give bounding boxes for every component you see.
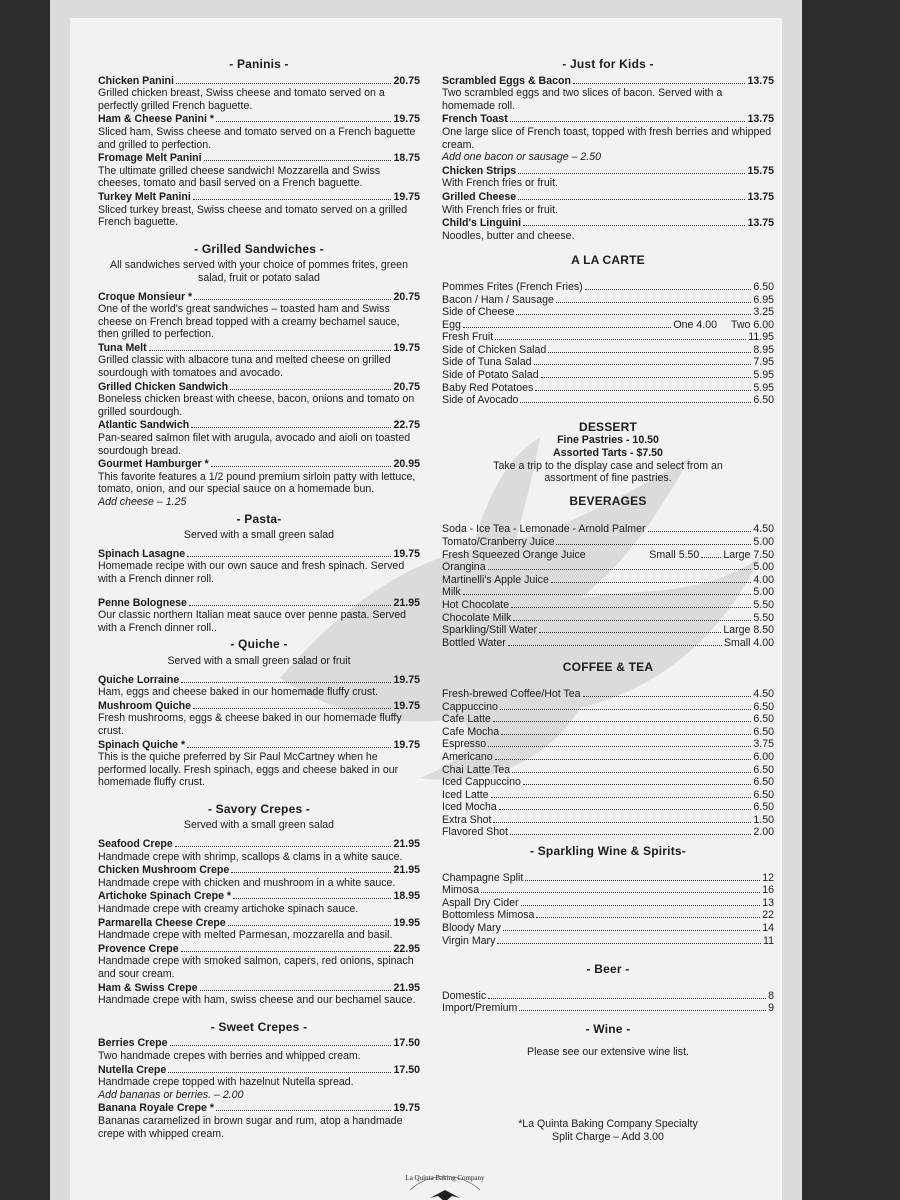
item-price: 21.95 xyxy=(393,981,420,994)
item-name: Aspall Dry Cider xyxy=(442,896,519,909)
item-description: Handmade crepe with shrimp, scallops & clams in a white sauce. xyxy=(98,850,403,863)
item-price: 19.75 xyxy=(393,190,420,203)
item-price: 9 xyxy=(768,1002,774,1015)
menu-item xyxy=(442,884,774,897)
menu-item xyxy=(98,838,420,863)
menu-item xyxy=(442,935,774,948)
item-price: 13.75 xyxy=(747,74,774,87)
item-price: 21.95 xyxy=(393,596,420,609)
item-price: 8 xyxy=(768,989,774,1002)
menu-item xyxy=(98,700,420,738)
section-title-kids: - Just for Kids - xyxy=(562,57,654,71)
menu-item xyxy=(442,637,774,650)
section-subtitle: Served with a small green salad xyxy=(183,529,335,542)
footer-split-charge: Split Charge – Add 3.00 xyxy=(552,1130,664,1143)
paninis-list xyxy=(98,75,420,229)
item-price: Large 7.50 xyxy=(723,548,774,561)
menu-item xyxy=(442,574,774,587)
item-name: Fresh Fruit xyxy=(442,331,494,344)
menu-item xyxy=(98,75,420,113)
menu-item xyxy=(442,561,774,574)
section-title-sparkling-wine-spirits: - Sparkling Wine & Spirits- xyxy=(530,844,686,859)
menu-item xyxy=(442,356,774,369)
item-description: This is the quiche preferred by Sir Paul McCartney when he performed locally. Fresh spinach, eggs and cheese baked in our homemade fluffy crust. xyxy=(98,751,399,789)
item-price: 6.50 xyxy=(753,776,774,789)
dessert-line-tarts: Assorted Tarts - $7.50 xyxy=(553,447,663,460)
item-price: 19.75 xyxy=(393,547,420,560)
item-price: 6.50 xyxy=(753,280,774,293)
item-price: 14 xyxy=(762,922,774,935)
item-price: 2.00 xyxy=(753,826,774,839)
section-subtitle: Served with a small green salad xyxy=(183,819,335,832)
item-price: 16 xyxy=(762,884,774,897)
item-name: Tomato/Cranberry Juice xyxy=(442,536,555,548)
item-price: 4.00 xyxy=(753,573,774,586)
menu-item xyxy=(442,688,774,701)
menu-item xyxy=(442,776,774,789)
section-title-grilled-sandwiches: - Grilled Sandwiches - xyxy=(194,241,324,256)
menu-item xyxy=(98,1064,420,1102)
item-price: 18.95 xyxy=(393,890,420,903)
item-price: 6.50 xyxy=(753,700,774,713)
item-name: Berries Crepe xyxy=(98,1037,168,1050)
item-price: 6.50 xyxy=(753,725,774,738)
menu-item xyxy=(442,281,774,294)
wine-note: Please see our extensive wine list. xyxy=(527,1045,689,1058)
section-title-beer: - Beer - xyxy=(586,962,630,977)
footer-specialty-note: *La Quinta Baking Company Specialty xyxy=(518,1118,698,1131)
item-price: 19.75 xyxy=(393,699,420,712)
item-description: Our classic northern Italian meat sauce over penne pasta. Served with a French dinner roll.. xyxy=(98,609,406,634)
item-description: Two handmade crepes with berries and whipped cream. xyxy=(98,1049,361,1062)
item-price: 21.95 xyxy=(393,838,420,851)
item-name: Fresh-brewed Coffee/Hot Tea xyxy=(442,687,581,700)
item-name: Atlantic Sandwich xyxy=(98,419,190,432)
item-description: Fresh mushrooms, eggs & cheese baked in our homemade fluffy crust. xyxy=(98,712,402,737)
item-price: 17.50 xyxy=(393,1063,420,1076)
item-name: Chicken Strips xyxy=(442,164,517,177)
menu-item xyxy=(442,738,774,751)
menu-item xyxy=(442,217,774,242)
menu-item xyxy=(442,990,774,1003)
menu-item xyxy=(442,801,774,814)
item-price: 6.50 xyxy=(753,763,774,776)
item-description: One of the world's great sandwiches – toasted ham and Swiss cheese on French bread topped with a creamy bechamel sauce, then grilled to perfection. xyxy=(98,303,400,341)
item-price: 5.50 xyxy=(753,611,774,624)
item-price: 17.50 xyxy=(393,1037,420,1050)
section-title-quiche: - Quiche - xyxy=(230,637,288,652)
menu-item xyxy=(98,1102,420,1140)
menu-item xyxy=(442,764,774,777)
item-description: Sliced ham, Swiss cheese and tomato served on a French baguette and grilled to perfection. xyxy=(98,125,416,151)
item-name: Turkey Melt Panini xyxy=(98,190,191,203)
item-price: 5.00 xyxy=(753,586,774,599)
menu-item xyxy=(442,382,774,395)
item-price: 20.75 xyxy=(393,74,420,87)
menu-item xyxy=(442,165,774,190)
section-title-dessert: DESSERT xyxy=(578,419,638,434)
menu-page xyxy=(70,18,782,1200)
menu-item xyxy=(98,917,420,942)
right-column xyxy=(442,58,774,1143)
menu-item xyxy=(442,789,774,802)
item-name: Iced Cappuccino xyxy=(442,776,521,789)
item-description: Handmade crepe with smoked salmon, capers, red onions, spinach and sour cream. xyxy=(98,955,414,980)
item-name: Iced Mocha xyxy=(442,801,497,814)
item-description: Homemade recipe with our own sauce and fresh spinach. Served with a French dinner roll. xyxy=(98,560,405,585)
logo-text: La Quinta Baking Company xyxy=(405,1174,485,1182)
menu-item xyxy=(98,864,420,889)
menu-item xyxy=(98,458,420,508)
menu-item xyxy=(442,922,774,935)
item-name: Import/Premium xyxy=(442,1002,518,1015)
item-name: Scrambled Eggs & Bacon xyxy=(442,74,571,87)
menu-item xyxy=(442,331,774,344)
item-price: 1.50 xyxy=(753,813,774,826)
menu-item xyxy=(98,548,420,586)
item-name: Ham & Swiss Crepe xyxy=(98,981,198,994)
item-name: Banana Royale Crepe * xyxy=(98,1102,214,1115)
item-name: Grilled Cheese xyxy=(442,190,517,203)
item-price: 5.00 xyxy=(753,561,774,574)
item-name: Martinelli's Apple Juice xyxy=(442,573,549,586)
menu-item xyxy=(442,319,774,332)
menu-item xyxy=(98,943,420,981)
menu-item xyxy=(442,624,774,637)
item-note: Add one bacon or sausage – 2.50 xyxy=(442,151,602,164)
item-price: 7.95 xyxy=(753,356,774,369)
item-description: This favorite features a 1/2 pound premium sirloin patty with lettuce, tomato, onion, and our special sauce on a homemade bun. xyxy=(98,470,416,496)
item-price: 19.75 xyxy=(393,673,420,686)
item-name: Grilled Chicken Sandwich xyxy=(98,380,229,393)
item-name: Hot Chocolate xyxy=(442,598,510,611)
a-la-carte-list xyxy=(442,281,774,407)
item-description: With French fries or fruit. xyxy=(442,177,558,190)
item-name: Sparkling/Still Water xyxy=(442,624,537,637)
menu-item xyxy=(98,1037,420,1062)
menu-item xyxy=(98,381,420,419)
left-column xyxy=(98,58,420,1141)
item-note: Add cheese – 1.25 xyxy=(98,496,187,508)
item-name: Espresso xyxy=(442,738,487,751)
menu-item xyxy=(98,191,420,229)
item-price: 22.95 xyxy=(393,942,420,955)
item-description: Pan-seared salmon filet with arugula, avocado and aioli on toasted sourdough bread. xyxy=(98,432,411,457)
menu-item xyxy=(442,897,774,910)
item-description: Handmade crepe with creamy artichoke spinach sauce. xyxy=(98,903,359,916)
section-title-savory-crepes: - Savory Crepes - xyxy=(207,801,311,816)
item-name: Chicken Mushroom Crepe xyxy=(98,864,230,877)
item-price: 11.95 xyxy=(748,331,774,344)
item-name: Chai Latte Tea xyxy=(442,763,511,776)
item-description: Boneless chicken breast with cheese, bacon, onions and tomato on grilled sourdough. xyxy=(98,393,415,418)
item-price: 5.50 xyxy=(753,598,774,611)
section-title-pasta: - Pasta- xyxy=(236,511,282,526)
item-price: 15.75 xyxy=(747,164,774,177)
item-description: Two scrambled eggs and two slices of bacon. Served with a homemade roll. xyxy=(442,87,723,112)
item-name: Quiche Lorraine xyxy=(98,673,180,686)
item-price: 21.95 xyxy=(393,864,420,877)
item-price: 13 xyxy=(762,896,774,909)
menu-item xyxy=(442,826,774,839)
item-price: 3.75 xyxy=(753,738,774,751)
item-price: 11 xyxy=(763,934,774,947)
item-price: 22 xyxy=(762,909,774,922)
item-name: Spinach Quiche * xyxy=(98,738,186,751)
item-name: Cafe Latte xyxy=(442,713,491,726)
menu-item xyxy=(98,291,420,341)
menu-item xyxy=(442,369,774,382)
dessert-line-pastries: Fine Pastries - 10.50 xyxy=(557,434,659,447)
item-price: 6.50 xyxy=(753,801,774,814)
menu-item xyxy=(442,523,774,536)
item-name: Chocolate Milk xyxy=(442,611,512,624)
item-name: Fromage Melt Panini xyxy=(98,152,202,165)
item-price: 13.75 xyxy=(747,113,774,126)
item-price: Small 4.00 xyxy=(723,636,774,649)
item-name: Soda - Ice Tea - Lemonade - Arnold Palmer xyxy=(442,523,646,536)
section-title-wine: - Wine - xyxy=(585,1022,631,1036)
item-price: 5.95 xyxy=(753,381,774,394)
item-name: Ham & Cheese Panini * xyxy=(98,113,214,126)
item-price: Two 6.00 xyxy=(731,318,774,331)
item-price: 4.50 xyxy=(753,687,774,700)
item-name: Egg xyxy=(442,318,461,331)
coffee-tea-list xyxy=(442,688,774,839)
item-price: 6.50 xyxy=(753,394,774,407)
item-price: 6.50 xyxy=(753,788,774,801)
item-description: Grilled chicken breast, Swiss cheese and tomato served on a perfectly grilled French baguette. xyxy=(98,87,385,112)
savory-crepes-list xyxy=(98,838,420,1007)
menu-item xyxy=(442,191,774,216)
item-name: Mimosa xyxy=(442,884,480,897)
item-name: Tuna Melt xyxy=(98,341,147,354)
item-price: 22.75 xyxy=(393,419,420,432)
item-price: 20.95 xyxy=(393,458,420,471)
menu-item xyxy=(98,982,420,1007)
item-name: Milk xyxy=(442,586,461,599)
item-name: Nutella Crepe xyxy=(98,1063,167,1076)
menu-item xyxy=(98,890,420,915)
item-name: Seafood Crepe xyxy=(98,838,173,851)
item-price: 20.75 xyxy=(393,380,420,393)
dessert-description: Take a trip to the display case and select from an assortment of fine pastries. xyxy=(493,459,723,485)
item-name: Iced Latte xyxy=(442,788,489,801)
item-name: Cafe Mocha xyxy=(442,725,500,738)
menu-item xyxy=(442,909,774,922)
item-name: Domestic xyxy=(442,989,487,1002)
item-description: Handmade crepe with ham, swiss cheese and our bechamel sauce. xyxy=(98,994,416,1007)
item-price: 13.75 xyxy=(747,190,774,203)
section-title-beverages: BEVERAGES xyxy=(569,493,647,508)
item-name: Bottomless Mimosa xyxy=(442,909,535,922)
item-price: 6.95 xyxy=(753,293,774,306)
item-name: Virgin Mary xyxy=(442,934,496,947)
item-description: One large slice of French toast, topped with fresh berries and whipped cream. xyxy=(442,125,772,151)
item-name: Gourmet Hamburger * xyxy=(98,458,209,471)
section-subtitle: Served with a small green salad or fruit xyxy=(167,654,351,667)
item-price: 4.50 xyxy=(753,523,774,536)
menu-item xyxy=(442,1002,774,1015)
spirits-list xyxy=(442,872,774,948)
item-name: Provence Crepe xyxy=(98,942,179,955)
menu-item xyxy=(98,342,420,380)
item-name: Chicken Panini xyxy=(98,74,174,87)
item-name: Side of Chicken Salad xyxy=(442,343,547,356)
sweet-crepes-list xyxy=(98,1037,420,1140)
item-name: Artichoke Spinach Crepe * xyxy=(98,890,232,903)
item-price: 18.75 xyxy=(393,152,420,165)
section-title-coffee-tea: COFFEE & TEA xyxy=(562,660,654,675)
menu-item xyxy=(442,306,774,319)
menu-item xyxy=(442,586,774,599)
item-name: Flavored Shot xyxy=(442,826,508,839)
menu-item xyxy=(98,597,420,635)
item-name: Cappuccino xyxy=(442,700,498,713)
item-name: French Toast xyxy=(442,113,508,126)
item-name: Americano xyxy=(442,750,493,763)
menu-item xyxy=(442,549,774,562)
item-name: Side of Avocado xyxy=(442,394,519,407)
menu-item xyxy=(442,713,774,726)
item-description: Sliced turkey breast, Swiss cheese and tomato served on a grilled French baguette. xyxy=(98,203,408,229)
item-name: Extra Shot xyxy=(442,813,492,826)
item-price: 3.25 xyxy=(753,306,774,319)
menu-item xyxy=(98,113,420,151)
item-price: 19.95 xyxy=(393,916,420,929)
beer-list xyxy=(442,990,774,1015)
menu-item xyxy=(98,739,420,789)
item-name: Side of Tuna Salad xyxy=(442,356,532,369)
quiche-list xyxy=(98,674,420,789)
menu-item xyxy=(442,75,774,113)
menu-item xyxy=(98,674,420,699)
item-name: Child's Linguini xyxy=(442,217,522,230)
menu-item xyxy=(442,394,774,407)
menu-item xyxy=(442,701,774,714)
item-name: Fresh Squeezed Orange Juice xyxy=(442,548,586,561)
item-price: 6.00 xyxy=(753,750,774,763)
item-price: 12 xyxy=(762,871,774,884)
item-price: 19.75 xyxy=(393,1102,420,1115)
item-price: Large 8.50 xyxy=(723,624,774,637)
item-description: Handmade crepe with chicken and mushroom in a white sauce. xyxy=(98,876,396,889)
item-price: 5.95 xyxy=(753,369,774,382)
item-price: 13.75 xyxy=(747,217,774,230)
menu-item xyxy=(442,814,774,827)
item-description: Noodles, butter and cheese. xyxy=(442,229,575,242)
item-name: Pommes Frites (French Fries) xyxy=(442,280,583,293)
item-price: 19.75 xyxy=(393,341,420,354)
menu-item xyxy=(98,152,420,190)
item-note: Add bananas or berries. – 2.00 xyxy=(98,1088,244,1101)
menu-item xyxy=(98,419,420,457)
grilled-sandwiches-list xyxy=(98,291,420,509)
item-name: Mushroom Quiche xyxy=(98,699,191,712)
section-title-sweet-crepes: - Sweet Crepes - xyxy=(210,1019,308,1034)
item-price: 6.50 xyxy=(753,713,774,726)
menu-item xyxy=(442,536,774,549)
pasta-list xyxy=(98,548,420,635)
item-price: 19.75 xyxy=(393,113,420,126)
bakery-logo-icon xyxy=(390,1168,500,1200)
item-description: Ham, eggs and cheese baked in our homemade fluffy crust. xyxy=(98,686,379,699)
menu-item xyxy=(442,113,774,163)
item-price: 20.75 xyxy=(393,290,420,303)
menu-item xyxy=(442,612,774,625)
menu-item xyxy=(442,599,774,612)
section-subtitle: All sandwiches served with your choice of pommes frites, green salad, fruit or potato salad xyxy=(110,259,408,284)
item-name: Side of Cheese xyxy=(442,306,515,319)
item-name: Bloody Mary xyxy=(442,922,501,935)
item-price: 5.00 xyxy=(753,536,774,548)
item-name: Spinach Lasagne xyxy=(98,547,186,560)
item-description: The ultimate grilled cheese sandwich! Mozzarella and Swiss cheeses, tomato and basil served on a French baguette. xyxy=(98,164,381,190)
section-title-paninis: - Paninis - xyxy=(229,57,289,71)
item-price-small: One 4.00 xyxy=(673,318,717,331)
beverages-list xyxy=(442,523,774,649)
menu-item xyxy=(442,751,774,764)
item-name: Orangina xyxy=(442,561,486,574)
item-description: Handmade crepe topped with hazelnut Nutella spread. xyxy=(98,1076,354,1089)
item-name: Champagne Split xyxy=(442,871,524,884)
item-name: Bacon / Ham / Sausage xyxy=(442,293,554,306)
item-price-small: Small 5.50 xyxy=(649,548,700,561)
item-name: Baby Red Potatoes xyxy=(442,381,534,394)
menu-item xyxy=(442,726,774,739)
item-name: Croque Monsieur * xyxy=(98,290,193,303)
section-title-a-la-carte: A LA CARTE xyxy=(571,253,645,268)
kids-list xyxy=(442,75,774,243)
item-description: Bananas caramelized in brown sugar and rum, atop a handmade crepe with whipped cream. xyxy=(98,1114,403,1140)
item-name: Parmarella Cheese Crepe xyxy=(98,916,226,929)
item-description: Handmade crepe with melted Parmesan, mozzarella and basil. xyxy=(98,929,393,942)
item-price: 8.95 xyxy=(753,343,774,356)
item-description: With French fries or fruit. xyxy=(442,203,558,216)
menu-item xyxy=(442,294,774,307)
item-name: Side of Potato Salad xyxy=(442,369,539,382)
menu-item xyxy=(442,872,774,885)
menu-item xyxy=(442,344,774,357)
item-price: 19.75 xyxy=(393,738,420,751)
item-name: Bottled Water xyxy=(442,636,506,649)
item-description: Grilled classic with albacore tuna and melted cheese on grilled sourdough with tomatoes and avocado. xyxy=(98,354,391,380)
item-name: Penne Bolognese xyxy=(98,596,187,609)
